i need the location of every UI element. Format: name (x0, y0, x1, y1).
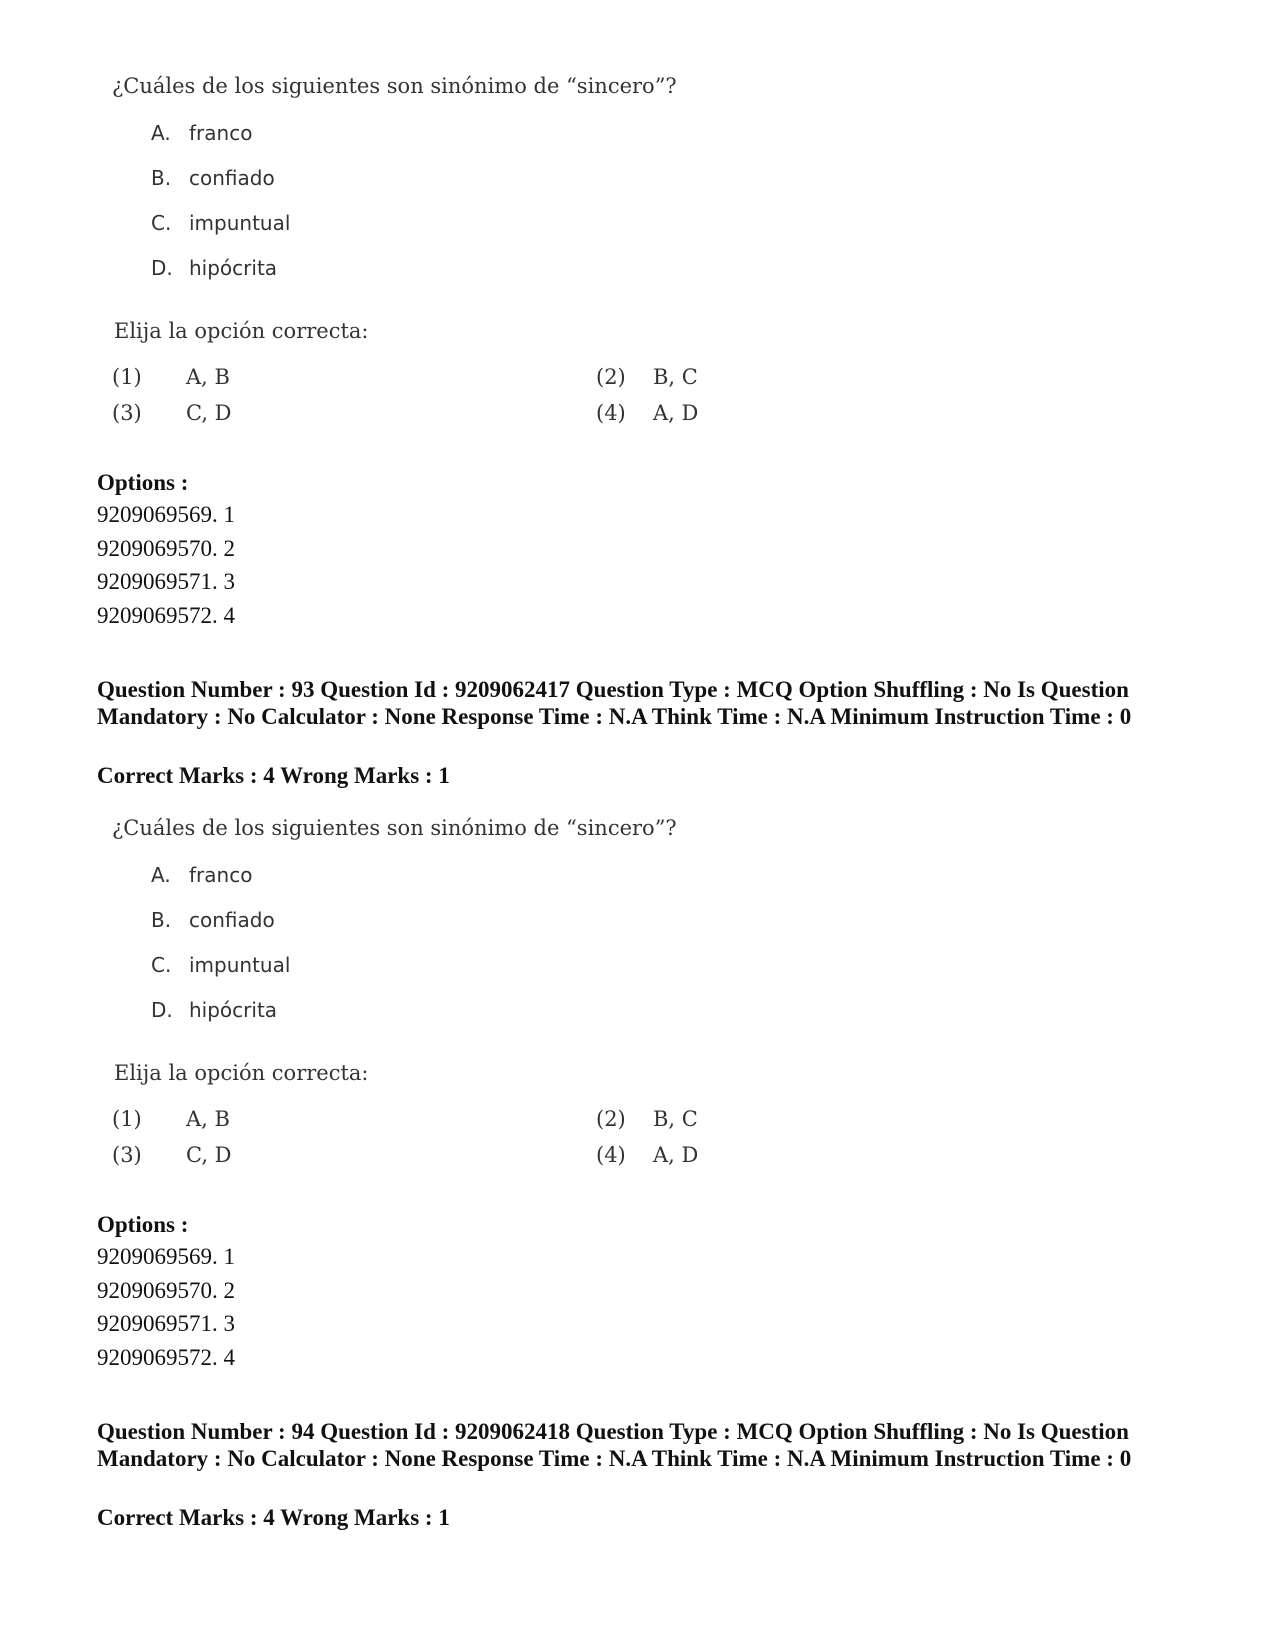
choose-prompt: Elija la opción correcta: (114, 1061, 369, 1085)
answer-3: (3) C, D (112, 1143, 232, 1167)
choice-c: C. impuntual (151, 953, 291, 977)
choice-a: A. franco (151, 121, 253, 145)
option-line: 9209069569. 1 (97, 502, 235, 527)
option-line: 9209069572. 4 (97, 603, 235, 628)
question-image-1 (0, 74, 1275, 454)
choice-c: C. impuntual (151, 211, 291, 235)
answer-2: (2) B, C (596, 1107, 698, 1131)
choice-b: B. confiado (151, 166, 275, 190)
option-line: 9209069570. 2 (97, 536, 235, 561)
options-heading: Options : (97, 470, 189, 495)
option-line: 9209069569. 1 (97, 1244, 235, 1269)
answer-4: (4) A, D (596, 1143, 699, 1167)
question-text: ¿Cuáles de los siguientes son sinónimo de “sincero”? (112, 816, 677, 840)
question-meta-94: Question Number : 94 Question Id : 9209062418 Question Type : MCQ Option Shuffling : No Is Question Mandatory : No Calculator : None Response Time : N.A Think Time : N.A Minimum Instruction Time : 0 (97, 1419, 1132, 1471)
choose-prompt: Elija la opción correcta: (114, 319, 369, 343)
option-line: 9209069571. 3 (97, 1311, 235, 1336)
marks-94: Correct Marks : 4 Wrong Marks : 1 (97, 1505, 450, 1530)
option-line: 9209069571. 3 (97, 569, 235, 594)
answer-4: (4) A, D (596, 401, 699, 425)
option-line: 9209069570. 2 (97, 1278, 235, 1303)
answer-2: (2) B, C (596, 365, 698, 389)
question-image-2 (0, 816, 1275, 1196)
options-heading: Options : (97, 1212, 189, 1237)
answer-3: (3) C, D (112, 401, 232, 425)
question-text: ¿Cuáles de los siguientes son sinónimo de “sincero”? (112, 74, 677, 98)
question-meta-93: Question Number : 93 Question Id : 9209062417 Question Type : MCQ Option Shuffling : No Is Question Mandatory : No Calculator : None Response Time : N.A Think Time : N.A Minimum Instruction Time : 0 (97, 677, 1132, 729)
choice-d: D. hipócrita (151, 256, 278, 280)
choice-d: D. hipócrita (151, 998, 278, 1022)
choice-a: A. franco (151, 863, 253, 887)
answer-1: (1) A, B (112, 1107, 230, 1131)
marks-93: Correct Marks : 4 Wrong Marks : 1 (97, 763, 450, 788)
choice-b: B. confiado (151, 908, 275, 932)
option-line: 9209069572. 4 (97, 1345, 235, 1370)
answer-1: (1) A, B (112, 365, 230, 389)
